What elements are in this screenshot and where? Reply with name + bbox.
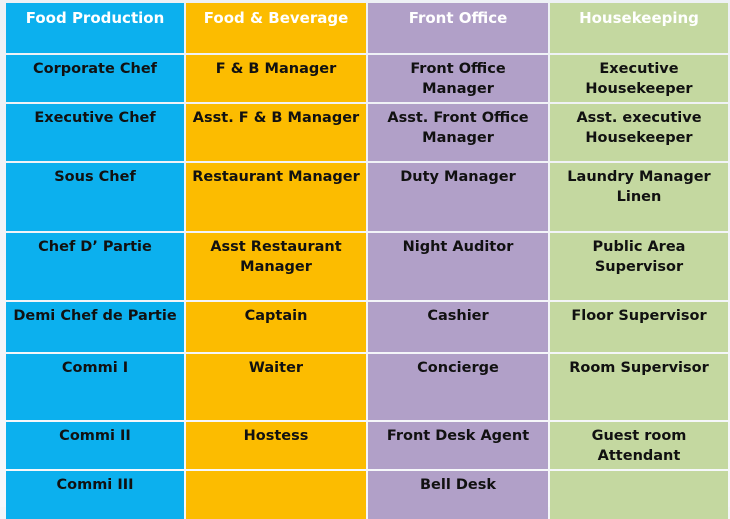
- table-cell: Asst Restaurant Manager: [186, 233, 366, 300]
- table-cell: Guest room Attendant: [550, 422, 728, 469]
- header-front-office: Front Office: [368, 3, 548, 53]
- table-cell: Corporate Chef: [6, 55, 184, 102]
- header-food-production: Food Production: [6, 3, 184, 53]
- table-cell: Room Supervisor: [550, 354, 728, 420]
- table-cell: Commi II: [6, 422, 184, 469]
- table-cell: Asst. Front Office Manager: [368, 104, 548, 161]
- table-cell: Concierge: [368, 354, 548, 420]
- table-cell: F & B Manager: [186, 55, 366, 102]
- header-housekeeping: Housekeeping: [550, 3, 728, 53]
- table-cell: Demi Chef de Partie: [6, 302, 184, 352]
- table-cell: Commi III: [6, 471, 184, 519]
- table-cell: Executive Chef: [6, 104, 184, 161]
- table-cell: Public Area Supervisor: [550, 233, 728, 300]
- table-cell: Night Auditor: [368, 233, 548, 300]
- table-cell: Waiter: [186, 354, 366, 420]
- table-cell: Bell Desk: [368, 471, 548, 519]
- header-food-beverage: Food & Beverage: [186, 3, 366, 53]
- table-cell: Asst. F & B Manager: [186, 104, 366, 161]
- table-cell: Sous Chef: [6, 163, 184, 231]
- table-cell: Front Office Manager: [368, 55, 548, 102]
- table-cell: Commi I: [6, 354, 184, 420]
- table-cell: Front Desk Agent: [368, 422, 548, 469]
- table-cell: Captain: [186, 302, 366, 352]
- table-cell: [186, 471, 366, 519]
- department-hierarchy-table: [6, 3, 728, 519]
- table-cell: Floor Supervisor: [550, 302, 728, 352]
- table-cell: Duty Manager: [368, 163, 548, 231]
- table-cell: [550, 471, 728, 519]
- table-cell: Chef D’ Partie: [6, 233, 184, 300]
- table-cell: Executive Housekeeper: [550, 55, 728, 102]
- table-cell: Hostess: [186, 422, 366, 469]
- table-cell: Laundry Manager Linen: [550, 163, 728, 231]
- table-cell: Cashier: [368, 302, 548, 352]
- table-cell: Asst. executive Housekeeper: [550, 104, 728, 161]
- table-cell: Restaurant Manager: [186, 163, 366, 231]
